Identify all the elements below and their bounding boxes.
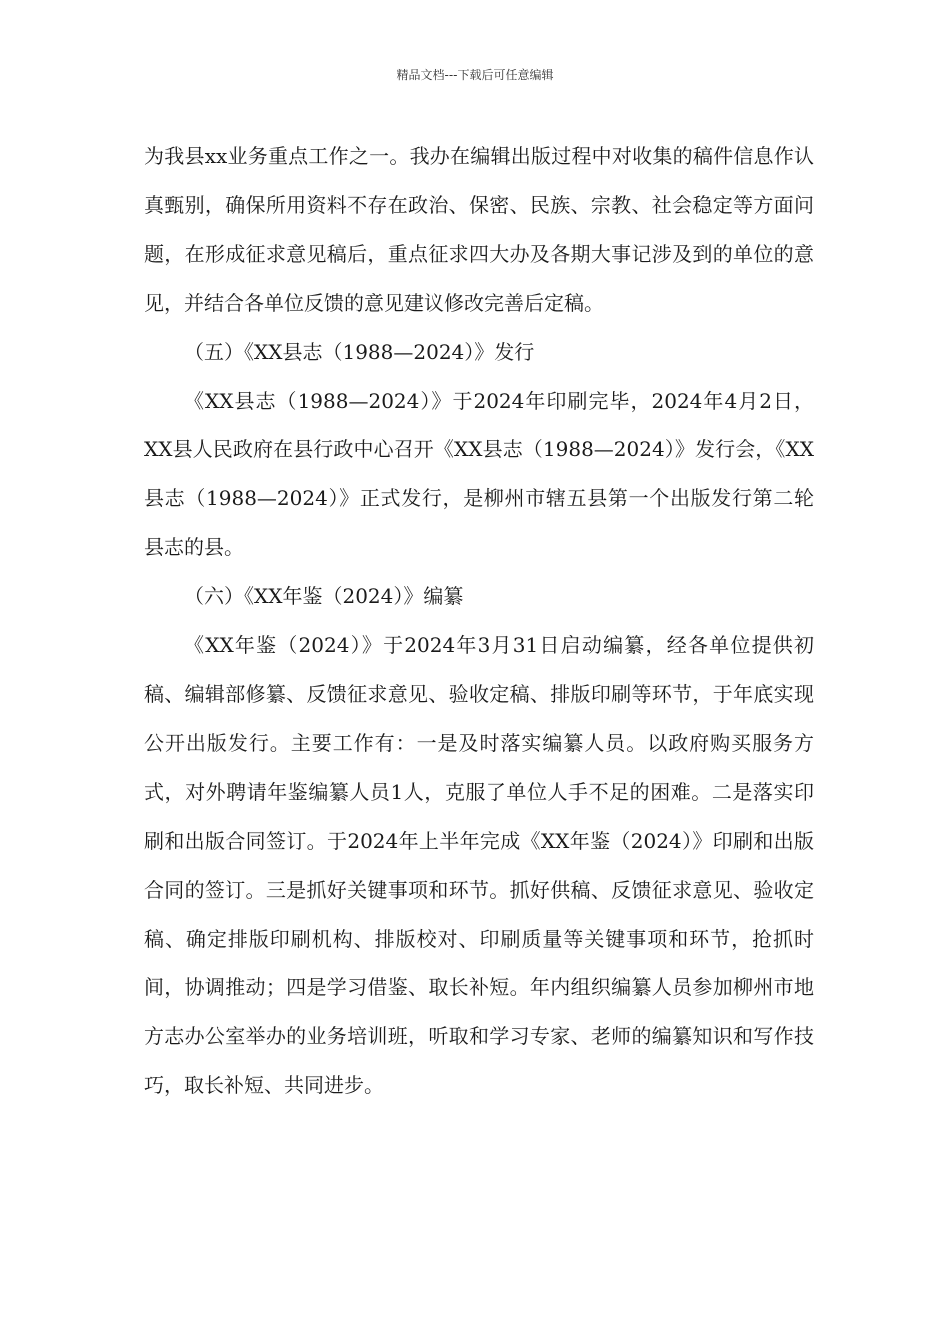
- paragraph-continuation: 为我县xx业务重点工作之一。我办在编辑出版过程中对收集的稿件信息作认真甄别，确保所用资料不存在政治、保密、民族、宗教、社会稳定等方面问题，在形成征求意见稿后，重点征求四大办及各期大事记涉及到的单位的意见，并结合各单位反馈的意见建议修改完善后定稿。: [144, 144, 814, 315]
- paragraph-yearbook: 《XX年鉴（2024）》于2024年3月31日启动编纂，经各单位提供初稿、编辑部修纂、反馈征求意见、验收定稿、排版印刷等环节，于年底实现公开出版发行。主要工作有：一是及时落实编纂人员。以政府购买服务方式，对外聘请年鉴编纂人员1人，克服了单位人手不足的困难。二是落实印刷和出版合同签订。于2024年上半年完成《XX年鉴（2024）》印刷和出版合同的签订。三是抓好关键事项和环节。抓好供稿、反馈征求意见、验收定稿、确定排版印刷机构、排版校对、印刷质量等关键事项和环节，抢抓时间，协调推动；四是学习借鉴、取长补短。年内组织编纂人员参加柳州市地方志办公室举办的业务培训班，听取和学习专家、老师的编纂知识和写作技巧，取长补短、共同进步。: [144, 633, 814, 1098]
- section-heading-5: （五）《XX县志（1988—2024）》发行: [184, 339, 535, 364]
- section-heading-6: （六）《XX年鉴（2024）》编纂: [184, 584, 464, 609]
- page-header: 精品文档---下载后可任意编辑: [396, 68, 554, 82]
- paragraph-county-annals: 《XX县志（1988—2024）》于2024年印刷完毕，2024年4月2日，XX县人民政府在县行政中心召开《XX县志（1988—2024）》发行会，《XX县志（1988—2024）》正式发行，是柳州市辖五县第一个出版发行第二轮县志的县。: [144, 388, 814, 560]
- document-body: [144, 132, 814, 1110]
